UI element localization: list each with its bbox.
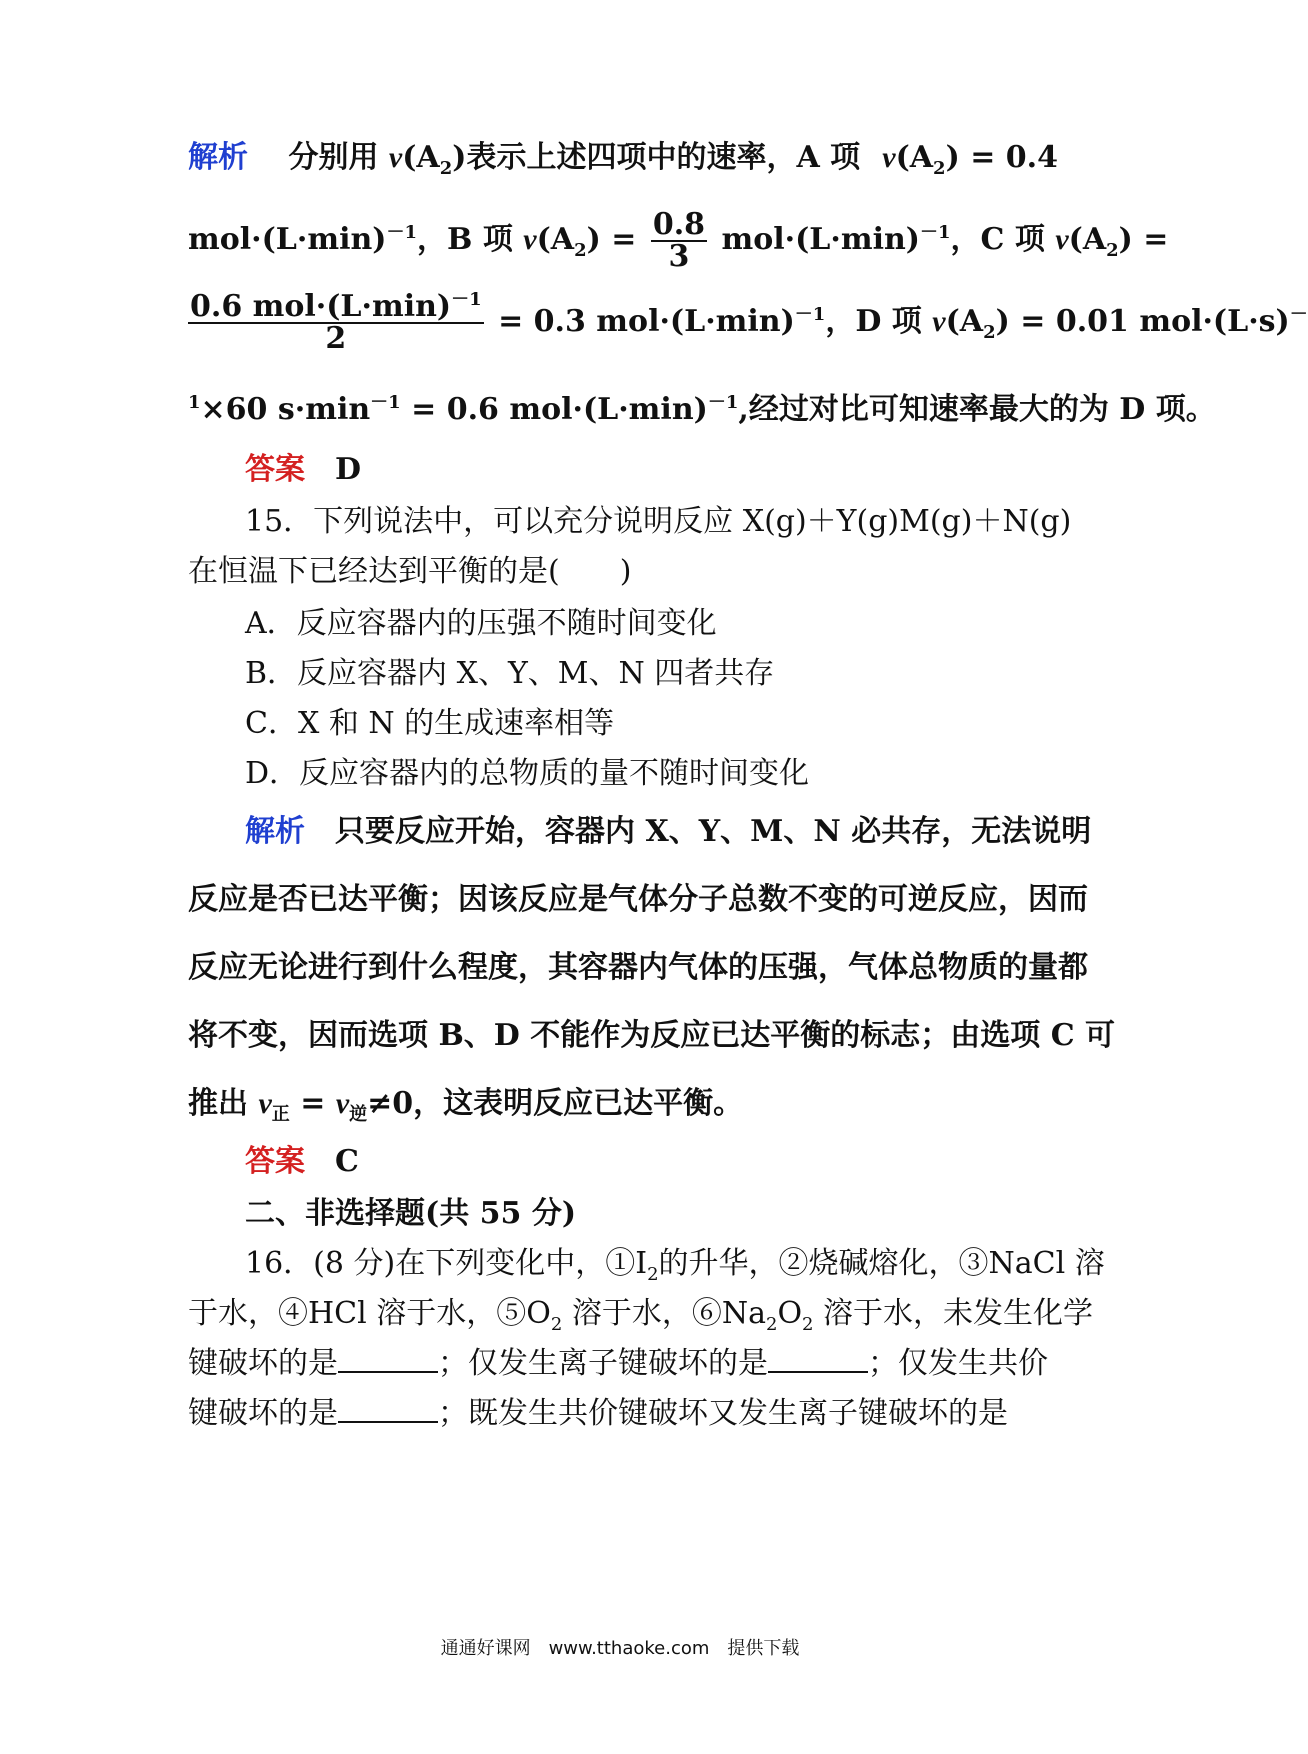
analysis-label: 解析 (188, 140, 248, 175)
analysis-1-line-4: $^1$×60 $s\cdot\min^{-1} = 0.6$ $mol\cdot(L\cdot\min)^{-1}$,经过对比可知速率最大的为 D 项。 (188, 392, 1216, 427)
fraction-c-rate: $\frac{0.6 mol\cdot(L\cdot\min)^{-1}}{2}$ (190, 289, 482, 356)
analysis-2-line-5: 推出 $v_正 = v_逆\ne 0$，这表明反应已达平衡。 (188, 1086, 744, 1125)
answer-1: 答案 D (245, 452, 362, 487)
q15-stem-line-1: 15．下列说法中，可以充分说明反应 X(g)＋Y(g) M(g)＋N(g) (245, 504, 1072, 539)
answer-blank-1[interactable] (338, 1345, 438, 1373)
q15-option-a: A．反应容器内的压强不随时间变化 (245, 606, 717, 641)
q15-stem-line-2: 在恒温下已经达到平衡的是( ) (188, 554, 632, 589)
answer-2: 答案 C (245, 1144, 359, 1179)
fraction-0.8-3: $\frac{0.8}{3}$ (652, 207, 706, 274)
analysis-1-line-1: 解析 分别用 $v(A_2)$表示上述四项中的速率，A 项 $v(A_2) = 0.4$ (188, 140, 1058, 179)
q16-line-2: 于水，④HCl 溶于水，$⑤O_2$ 溶于水，$⑥Na_2O_2$ 溶于水，未发生化学 (188, 1296, 1094, 1335)
q15-option-c: C．X 和 N 的生成速率相等 (245, 706, 615, 741)
section-heading: 二、非选择题(共 55 分) (245, 1196, 577, 1231)
analysis-2-line-3: 反应无论进行到什么程度，其容器内气体的压强，气体总物质的量都 (188, 950, 1088, 985)
answer-blank-3[interactable] (338, 1395, 438, 1423)
q16-line-4: 键破坏的是 ；既发生共价键破坏又发生离子键破坏的是 (188, 1396, 1008, 1431)
q16-line-1: 16．(8 分)在下列变化中，$①I_2$的升华，②烧碱熔化，③NaCl 溶 (245, 1246, 1105, 1285)
page-footer: 通通好课网 www.tthaoke.com 提供下载 (440, 1638, 800, 1659)
q15-option-b: B．反应容器内 X、Y、M、N 四者共存 (245, 656, 775, 691)
analysis-1-line-2: $mol\cdot(L\cdot\min)^{-1}$，B 项 $v(A_2)$ = $\frac{0.8}{3}$ $mol\cdot(L\cdot\min)^{-1}$，C 项 $v(A_2)$ = (188, 207, 1169, 274)
analysis-2-line-2: 反应是否已达平衡；因该反应是气体分子总数不变的可逆反应，因而 (188, 882, 1088, 917)
q15-option-d: D．反应容器内的总物质的量不随时间变化 (245, 756, 810, 791)
q16-line-3: 键破坏的是 ；仅发生离子键破坏的是 ；仅发生共价 (188, 1346, 1048, 1381)
answer-blank-2[interactable] (768, 1345, 868, 1373)
analysis-2-line-4: 将不变，因而选项 B、D 不能作为反应已达平衡的标志；由选项 C 可 (188, 1018, 1116, 1053)
analysis-2-line-1: 解析 只要反应开始，容器内 X、Y、M、N 必共存，无法说明 (245, 814, 1092, 849)
analysis-1-line-3: $\frac{0.6 mol\cdot(L\cdot\min)^{-1}}{2}$ = 0.3 $mol\cdot(L\cdot\min)^{-1}$，D 项 $v(A_2) = 0.01$ mol·(L·s)－ (190, 289, 1308, 356)
